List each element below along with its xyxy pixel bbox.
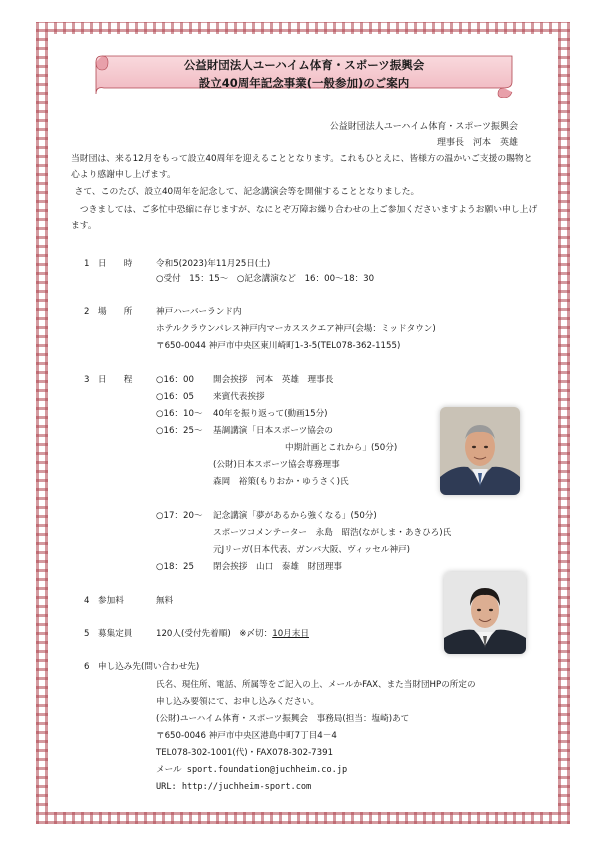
apply-email[interactable]: メール sport.foundation@juchheim.co.jp xyxy=(156,765,348,775)
apply-line: (公財)ユーハイム体育・スポーツ振興会 事務局(担当：塩崎)あて xyxy=(156,714,410,724)
venue-line-1: 神戸ハーバーランド内 xyxy=(156,307,242,317)
sender-name: 理事長 河本 英雄 xyxy=(436,138,518,148)
title-banner xyxy=(92,52,516,98)
date-line-1: 令和5(2023)年11月25日(土) xyxy=(156,259,271,269)
banner-line-2: 設立40周年記念事業(一般参加)のご案内 xyxy=(198,76,410,90)
program-time: ○16：05 xyxy=(156,392,194,402)
date-line-2: ○受付 15：15～ ○記念講演など 16：00～18：30 xyxy=(156,274,375,284)
apply-line: 〒650-0046 神戸市中央区港島中町7丁目4－4 xyxy=(156,731,337,741)
program-text: 基調講演「日本スポーツ協会の xyxy=(213,426,333,436)
program-text: 閉会挨拶 山口 泰雄 財団理事 xyxy=(213,562,342,572)
program-time: ○16：10～ xyxy=(156,409,203,419)
program-time: ○17：20～ xyxy=(156,511,203,521)
program-text: 中期計画とこれから」(50分) xyxy=(285,443,398,453)
item-number: 4 xyxy=(84,596,90,606)
item-number: 2 xyxy=(84,307,90,317)
capacity-deadline: 10月末日 xyxy=(272,629,309,639)
apply-line: TEL078-302-1001(代)・FAX078-302-7391 xyxy=(156,748,334,758)
venue-line-3: 〒650-0044 神戸市中央区東川崎町1-3-5(TEL078-362-1155) xyxy=(156,341,401,351)
item-number: 5 xyxy=(84,629,90,639)
program-text: 森岡 裕策(もりおか・ゆうさく)氏 xyxy=(213,477,349,487)
item-label: 場 所 xyxy=(98,307,133,317)
banner-line-1: 公益財団法人ユーハイム体育・スポーツ振興会 xyxy=(183,58,425,72)
program-text: スポーツコメンテーター 永島 昭浩(ながしま・あきひろ)氏 xyxy=(213,528,452,538)
program-text: 来賓代表挨拶 xyxy=(213,392,265,402)
program-text: 40年を振り返って(動画15分) xyxy=(213,409,328,419)
item-label: 募集定員 xyxy=(98,629,133,639)
venue-line-2: ホテルクラウンパレス神戸内マーカススクエア神戸(会場：ミッドタウン) xyxy=(156,324,436,334)
program-text: 開会挨拶 河本 英雄 理事長 xyxy=(213,375,334,385)
capacity-text: 120人(受付先着順) ※〆切： xyxy=(156,629,273,639)
sender-org: 公益財団法人ユーハイム体育・スポーツ振興会 xyxy=(329,122,518,132)
item-label: 日 程 xyxy=(98,375,133,385)
program-text: (公財)日本スポーツ協会専務理事 xyxy=(213,460,340,470)
program-text: 記念講演「夢があるから強くなる」(50分) xyxy=(213,511,377,521)
intro-paragraph-2: さて、このたび、設立40周年を記念して、記念講演会等を開催することとなりました。 xyxy=(74,187,420,197)
item-number: 1 xyxy=(84,259,90,269)
item-number: 3 xyxy=(84,375,90,385)
apply-url[interactable]: URL: http://juchheim-sport.com xyxy=(156,782,312,792)
speaker-photo-nagashima xyxy=(444,572,526,654)
fee-value: 無料 xyxy=(156,596,174,606)
program-text: 元Jリーガ(日本代表、ガンバ大阪、ヴィッセル神戸) xyxy=(213,545,411,555)
program-time: ○16：25～ xyxy=(156,426,203,436)
speaker-photo-morioka xyxy=(440,407,520,495)
program-time: ○18：25 xyxy=(156,562,194,572)
item-label: 申し込み先(問い合わせ先) xyxy=(98,662,200,672)
apply-line: 申し込み要領にて、お申し込みください。 xyxy=(156,697,320,707)
capacity-value xyxy=(156,627,309,642)
item-label: 参加料 xyxy=(98,596,124,606)
intro-paragraph-1: 当財団は、来る12月をもって設立40周年を迎えることとなります。これもひとえに、皆様方の温かいご支援の賜物と心より感謝申し上げます。 xyxy=(71,154,533,180)
intro-paragraph-3: つきましては、ご多忙中恐縮に存じますが、なにとぞ万障お繰り合わせの上ご参加くださいますようお願い申し上げます。 xyxy=(71,205,538,231)
apply-line: 氏名、現住所、電話、所属等をご記入の上、メールかFAX、また当財団HPの所定の xyxy=(156,680,476,690)
item-label: 日 時 xyxy=(98,259,133,269)
item-number: 6 xyxy=(84,662,90,672)
program-time: ○16：00 xyxy=(156,375,194,385)
